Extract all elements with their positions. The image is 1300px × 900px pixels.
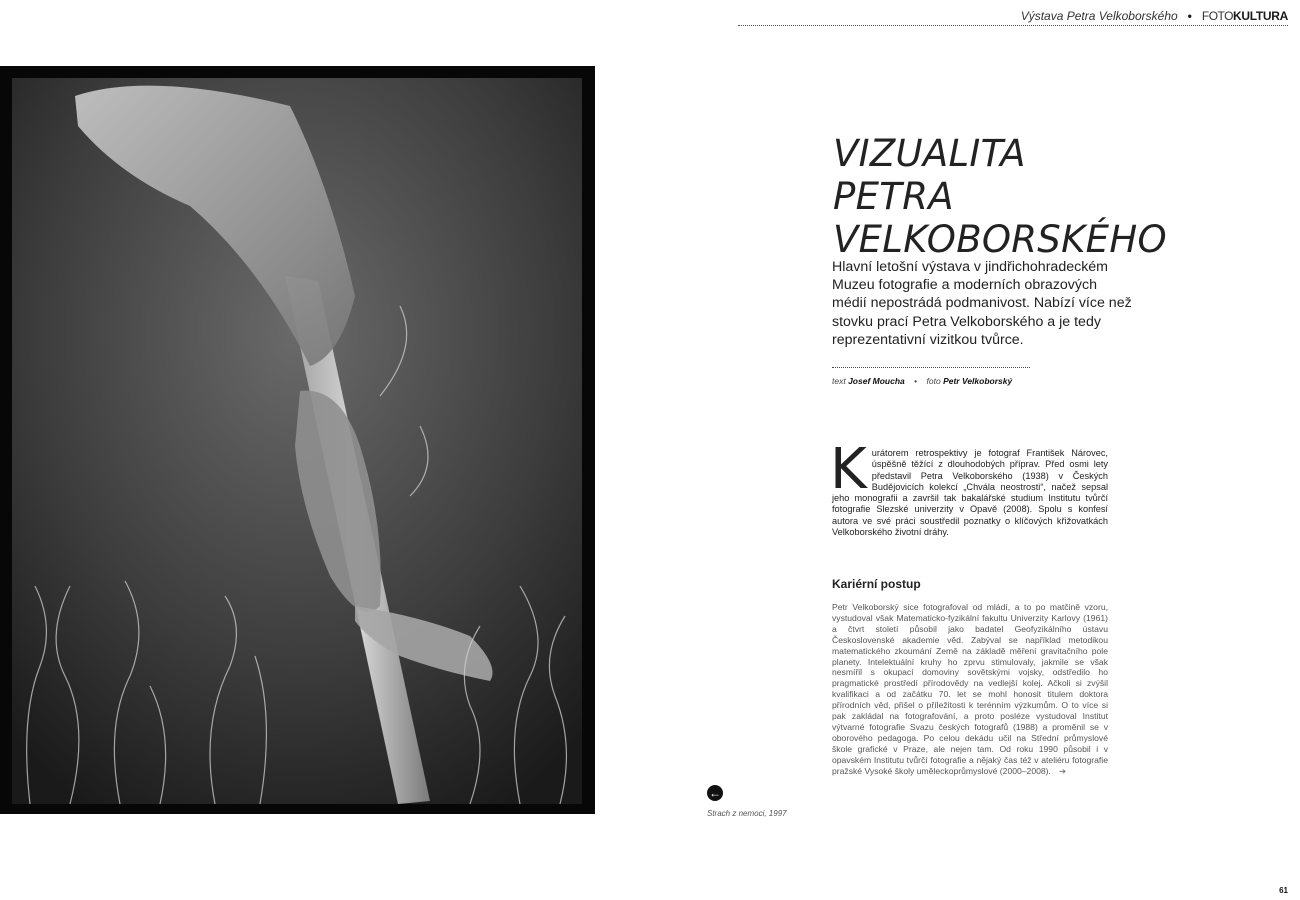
article-title: [833, 132, 1273, 261]
title-line-2: PETRA VELKOBORSKÉHO: [833, 175, 1167, 261]
logo-part-kultura: KULTURA: [1233, 9, 1288, 23]
logo-part-foto: FOTO: [1201, 9, 1233, 23]
running-header: [738, 6, 1288, 26]
article-lead: Hlavní letošní výstava v jindřichohradeckém Muzeu fotografie a moderních obrazových médií nepostrádá podmanivost. Nabízí více než stovku prací Petra Velkoborského a je tedy reprezentativní vizitkou tvůrce.: [832, 259, 1132, 348]
article-credits: [832, 376, 1012, 386]
body-text: Petr Velkoborský sice fotografoval od mládí, a to po matčině vzoru, vystudoval však Matematicko-fyzikální fakultu Univerzity Karlovy (1961) a čtvrt století působil jako badatel Geofyzikálního ústavu Československé akademie věd. Zabýval se například metodikou matematického zkoumání Země na základě měření gravitačního pole planety. Intelektuální kruhy ho zprvu stimulovaly, jakmile se však nesmířil s okupací domoviny sovětskými vojsky, odstředilo ho pragmatické prostředí přírodovědy na vedlejší kolej. Ačkoli si zvýšil kvalifikaci a od začátku 70. let se mohl honosit titulem doktora přírodních věd, přišel o příležitosti k terénním výzkumům. O to více si pak zakládal na fotografování, a proto posléze vystudoval Institut výtvarné fotografie Svazu českých fotografů (1988) a proměnil se v oborového pedagoga. Po celou dekádu učil na Střední průmyslové škole grafické v Praze, ale nejen tam. Od roku 1990 působil i v opavském Institutu tvůrčí fotografie a nějaký čas též v ateliéru fotografie pražské Vysoké školy uměleckoprůmyslové (2000–2008).: [832, 602, 1108, 776]
page-number: 61: [1279, 886, 1288, 895]
header-section-title: Výstava Petra Velkoborského: [1020, 9, 1178, 23]
section-subheading: Kariérní postup: [832, 577, 921, 591]
back-arrow-icon: ←: [709, 786, 721, 800]
credit-photographer: Petr Velkoborský: [943, 376, 1013, 386]
credit-author: Josef Moucha: [848, 376, 905, 386]
lead-divider: [832, 367, 1030, 368]
magazine-logo: [1202, 9, 1288, 23]
article-photograph: [0, 66, 595, 814]
header-bullet: •: [1187, 9, 1192, 23]
continue-arrow-icon: ➔: [1058, 765, 1067, 776]
title-line-1: VIZUALITA: [833, 132, 1026, 175]
intro-text: urátorem retrospektivy je fotograf František Nárovec, úspěšně těžící z dlouhodobých příprav. Před osmi lety představil Petra Velkoborského (1938) v Českých Budějovicích kolekcí „Chvála neostrosti“, načež sepsal jeho monografii a završil tak bakalářské studium Institutu tvůrčí fotografie Slezské univerzity v Opavě (2008). Spolu s konfesí autora ve své práci soustředil poznatky o klíčových křižovatkách Velkoborského životní dráhy.: [832, 448, 1108, 538]
dropcap: K: [830, 437, 867, 502]
article-intro: [830, 437, 1108, 538]
credit-text-label: text: [832, 376, 846, 386]
credit-photo-label: foto: [926, 376, 941, 386]
credit-bullet: •: [914, 376, 918, 386]
photo-caption: Strach z nemoci, 1997: [707, 809, 787, 818]
header-divider: [738, 25, 1288, 26]
article-body: [832, 602, 1108, 777]
